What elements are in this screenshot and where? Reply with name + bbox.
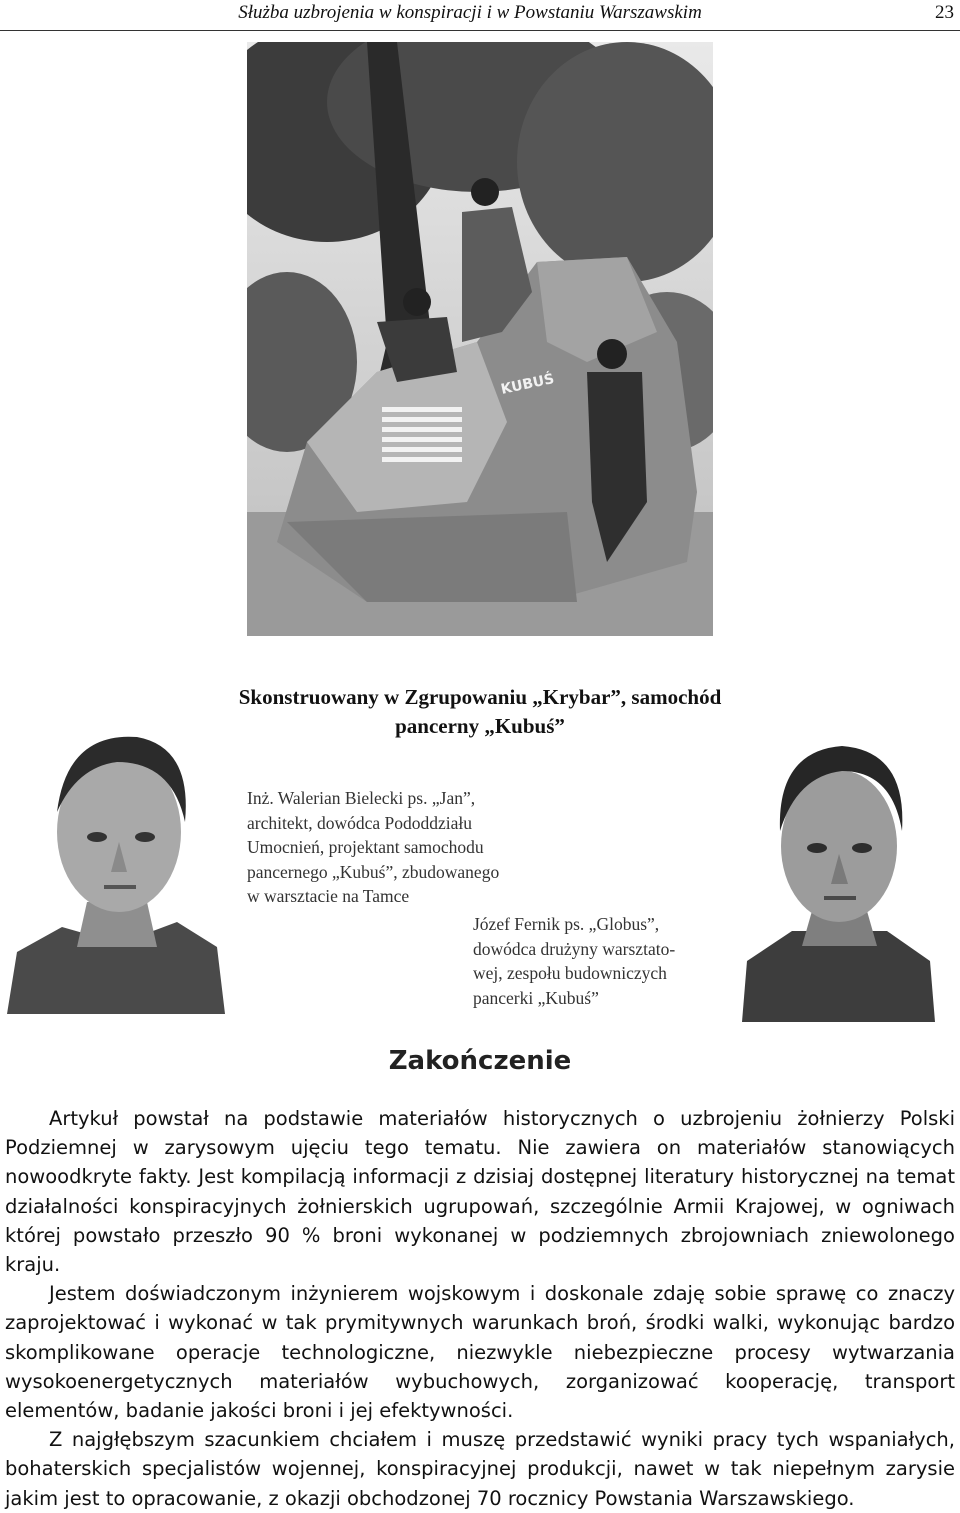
main-caption-line: Skonstruowany w Zgrupowaniu „Krybar”, samochód — [238, 685, 722, 709]
portrait-jozef-fernik — [742, 736, 935, 1022]
caption-left-portrait — [247, 786, 577, 909]
portrait-walerian-bielecki — [7, 722, 225, 1014]
vehicle-name-marking: KUBUŚ — [499, 371, 556, 398]
paragraph: Artykuł powstał na podstawie materiałów historycznych o uzbrojeniu żołnierzy Polski Podziemnej w zarysowym ujęciu tego tematu. Nie zawiera on materiałów stanowiących nowoodkryte fakty. Jest kompilacją informacji z dzisiaj dostępnej literatury historycznej na temat działalności konspiracyjnych żołnierskich ugrupowań, szczególnie Armii Krajowej, w ogniwach której powstało przeszło 90 % broni wykonanej w podziemnych zbrojowniach zniewolonego kraju. — [5, 1107, 955, 1277]
caption-line: Umocnień, projektant samochodu — [247, 837, 484, 857]
caption-right-portrait — [473, 912, 733, 1010]
armored-car-photo — [247, 42, 713, 636]
page-header — [0, 0, 960, 31]
main-caption-line: pancerny „Kubuś” — [395, 714, 565, 738]
caption-line: pancerki „Kubuś” — [473, 987, 599, 1008]
section-heading: Zakończenie — [388, 1046, 572, 1076]
running-title: Służba uzbrojenia w konspiracji i w Powstaniu Warszawskim — [238, 2, 702, 23]
paragraph: Z najgłębszym szacunkiem chciałem i muszę przedstawić wyniki pracy tych wspaniałych, bohaterskich specjalistów wojennej, konspiracyjnej produkcji, nawet w tak niepełnym zarysie jakim jest to opracowanie, z okazji obchodzonej 70 rocznicy Powstania Warszawskiego. — [5, 1428, 955, 1510]
caption-line: Inż. Walerian Bielecki ps. „Jan”, — [247, 788, 476, 808]
caption-line: wej, zespołu budowniczych — [473, 963, 667, 983]
main-photo-caption — [120, 683, 840, 741]
caption-line: Józef Fernik ps. „Globus”, — [473, 914, 660, 934]
paragraph: Jestem doświadczonym inżynierem wojskowym i doskonale zdaję sobie sprawę co znaczy zaprojektować i wykonać w tak prymitywnych warunkach broń, środki walki, wykonując bardzo skomplikowane operacje technologiczne, niezwykle niebezpieczne procesy wytwarzania wysokoenergetycznych materiałów wybuchowych, zorganizować kooperację, transport elementów, badanie jakości broni i jej efektywności. — [5, 1282, 955, 1423]
body-text — [5, 1104, 955, 1513]
page-number: 23 — [935, 2, 954, 23]
caption-line: dowódca drużyny warsztato- — [473, 938, 676, 959]
caption-line: architekt, dowódca Pododdziału — [247, 812, 473, 833]
caption-line: w warsztacie na Tamce — [247, 886, 410, 906]
caption-line: pancernego „Kubuś”, zbudowanego — [247, 861, 500, 882]
